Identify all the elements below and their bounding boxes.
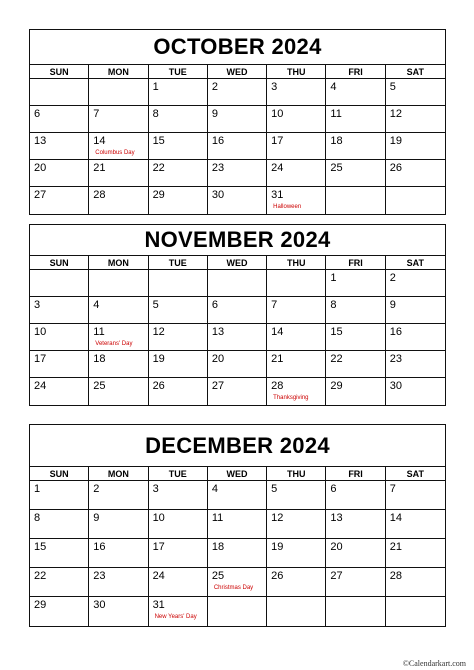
day-number: 18 [93,353,106,365]
day-number: 5 [271,483,278,495]
day-cell [149,297,208,324]
day-cell [267,539,326,568]
day-cell [30,133,89,160]
day-number: 22 [330,353,343,365]
day-cell [30,378,89,405]
day-number: 10 [271,108,284,120]
day-number: 25 [330,162,343,174]
day-number: 2 [389,272,396,284]
day-cell [89,324,148,351]
weekday-header: MON [89,256,148,270]
day-number: 18 [330,135,343,147]
weekday-header: SUN [30,65,89,79]
holiday-label: Halloween [273,204,302,210]
weekday-header: SAT [386,256,445,270]
day-cell [267,597,326,626]
day-cell [208,133,267,160]
day-cell [386,187,445,214]
day-number: 9 [389,299,396,311]
day-number: 1 [330,272,337,284]
day-cell [30,510,89,539]
holiday-label: New Years' Day [154,614,197,620]
day-cell [326,568,385,597]
holiday-label: Veterans' Day [95,341,133,347]
day-cell [386,481,445,510]
day-number: 11 [93,326,105,338]
day-number: 13 [330,512,343,524]
day-number: 4 [330,81,337,93]
day-number: 29 [330,380,343,392]
day-number: 23 [389,353,402,365]
day-cell [149,597,208,626]
day-cell [386,539,445,568]
day-cell [208,106,267,133]
day-number: 21 [271,353,284,365]
month-title: DECEMBER 2024 [30,425,445,467]
day-cell [386,297,445,324]
day-number: 23 [93,570,106,582]
day-cell [149,270,208,297]
day-number: 6 [34,108,41,120]
day-cell [326,133,385,160]
day-cell [386,106,445,133]
day-number: 16 [211,135,225,147]
day-cell [208,597,267,626]
day-number: 14 [93,135,106,147]
day-number: 31 [152,599,165,611]
day-cell [89,160,148,187]
month-grid [30,256,445,405]
day-cell [208,160,267,187]
day-cell [208,79,267,106]
day-number: 2 [93,483,100,495]
day-cell [386,597,445,626]
day-number: 19 [271,541,284,553]
day-cell [208,297,267,324]
weekday-header: FRI [326,65,385,79]
day-cell [30,539,89,568]
day-cell [89,378,148,405]
day-cell [149,481,208,510]
day-cell [326,481,385,510]
weekday-header: TUE [149,467,208,481]
day-number: 15 [330,326,343,338]
day-number: 24 [271,162,284,174]
day-cell [149,351,208,378]
day-cell [208,324,267,351]
day-number: 16 [389,326,402,338]
day-number: 3 [34,299,41,311]
day-number: 2 [211,81,218,93]
day-cell [30,106,89,133]
day-cell [386,270,445,297]
day-number: 26 [152,380,165,392]
day-cell [208,481,267,510]
day-number: 1 [152,81,159,93]
footer-credit: ©Calendarkart.com [402,659,466,668]
day-number: 30 [211,189,225,201]
day-cell [89,79,148,106]
day-number: 29 [34,599,47,611]
weekday-header: TUE [149,256,208,270]
day-number: 4 [211,483,218,495]
weekday-header: SAT [386,467,445,481]
day-cell [89,597,148,626]
day-number: 12 [271,512,284,524]
day-number: 21 [93,162,106,174]
day-cell [149,106,208,133]
day-cell [30,481,89,510]
day-number: 24 [34,380,47,392]
day-cell [208,187,267,214]
day-cell [386,378,445,405]
day-number: 3 [152,483,159,495]
day-number: 17 [34,353,47,365]
day-cell [326,297,385,324]
day-number: 10 [152,512,165,524]
holiday-label: Christmas Day [213,585,254,591]
day-cell [89,510,148,539]
holiday-label: Thanksgiving [273,395,309,401]
day-cell [30,270,89,297]
weekday-header: FRI [326,467,385,481]
day-number: 28 [93,189,106,201]
day-cell [149,324,208,351]
day-number: 4 [93,299,100,311]
calendar-november [29,224,446,406]
day-cell [326,510,385,539]
day-cell [149,160,208,187]
day-number: 24 [152,570,165,582]
day-cell [30,351,89,378]
day-cell [386,324,445,351]
day-cell [326,106,385,133]
day-cell [149,378,208,405]
day-cell [267,79,326,106]
day-cell [267,160,326,187]
day-cell [326,160,385,187]
day-number: 1 [34,483,41,495]
day-number: 20 [330,541,343,553]
weekday-header: FRI [326,256,385,270]
holiday-label: Columbus Day [95,150,135,156]
day-cell [208,351,267,378]
weekday-header: THU [267,256,326,270]
day-cell [208,510,267,539]
day-cell [208,378,267,405]
day-number: 12 [152,326,165,338]
day-number: 14 [271,326,284,338]
month-grid [30,65,445,214]
day-cell [208,568,267,597]
day-cell [326,270,385,297]
day-cell [386,351,445,378]
day-number: 13 [211,326,225,338]
day-cell [89,106,148,133]
day-number: 10 [34,326,47,338]
day-number: 21 [389,541,402,553]
weekday-header: TUE [149,65,208,79]
day-cell [267,481,326,510]
day-number: 11 [211,512,224,524]
day-cell [326,351,385,378]
day-cell [89,568,148,597]
day-number: 19 [389,135,402,147]
day-cell [89,481,148,510]
day-cell [89,539,148,568]
weekday-header: SAT [386,65,445,79]
day-number: 20 [211,353,225,365]
day-cell [267,187,326,214]
day-number: 11 [330,108,342,120]
day-cell [326,324,385,351]
day-cell [89,297,148,324]
day-cell [149,187,208,214]
month-grid [30,467,445,626]
day-cell [267,510,326,539]
day-number: 30 [93,599,106,611]
day-cell [386,510,445,539]
day-cell [89,133,148,160]
weekday-header: MON [89,467,148,481]
weekday-header: THU [267,65,326,79]
day-number: 27 [211,380,225,392]
day-number: 13 [34,135,47,147]
day-number: 26 [389,162,402,174]
day-number: 7 [93,108,100,120]
day-cell [208,539,267,568]
day-cell [30,297,89,324]
month-title: NOVEMBER 2024 [30,225,445,256]
day-cell [267,378,326,405]
calendar-october [29,29,446,215]
weekday-header: WED [208,467,267,481]
day-cell [208,270,267,297]
weekday-header: SUN [30,256,89,270]
day-cell [149,510,208,539]
day-number: 9 [211,108,218,120]
weekday-header: MON [89,65,148,79]
month-title: OCTOBER 2024 [30,30,445,65]
day-cell [326,597,385,626]
day-number: 20 [34,162,47,174]
day-cell [30,187,89,214]
day-cell [30,324,89,351]
day-cell [149,539,208,568]
day-cell [267,351,326,378]
day-number: 18 [211,541,225,553]
weekday-header: WED [208,256,267,270]
day-number: 5 [152,299,159,311]
day-number: 22 [152,162,165,174]
day-number: 30 [389,380,402,392]
day-number: 28 [271,380,284,392]
day-number: 6 [330,483,337,495]
day-number: 31 [271,189,284,201]
day-cell [326,378,385,405]
calendar-december [29,424,446,627]
day-cell [326,79,385,106]
day-cell [89,351,148,378]
weekday-header: SUN [30,467,89,481]
day-number: 8 [330,299,337,311]
day-number: 26 [271,570,284,582]
day-cell [267,133,326,160]
day-number: 23 [211,162,225,174]
day-cell [326,187,385,214]
day-cell [89,270,148,297]
day-number: 3 [271,81,278,93]
day-cell [30,597,89,626]
day-number: 7 [389,483,396,495]
day-cell [386,79,445,106]
day-number: 25 [211,570,225,582]
day-number: 14 [389,512,402,524]
day-cell [30,160,89,187]
day-number: 12 [389,108,402,120]
day-number: 19 [152,353,165,365]
day-cell [89,187,148,214]
weekday-header: WED [208,65,267,79]
day-number: 28 [389,570,402,582]
day-cell [386,568,445,597]
day-cell [267,297,326,324]
day-number: 15 [34,541,47,553]
day-cell [149,568,208,597]
day-number: 29 [152,189,165,201]
day-cell [30,568,89,597]
day-number: 5 [389,81,396,93]
day-cell [386,133,445,160]
day-cell [149,79,208,106]
weekday-header: THU [267,467,326,481]
day-cell [267,270,326,297]
day-cell [267,568,326,597]
day-number: 16 [93,541,106,553]
day-number: 17 [152,541,165,553]
day-number: 27 [330,570,343,582]
day-number: 25 [93,380,106,392]
day-cell [386,160,445,187]
day-cell [267,324,326,351]
day-number: 9 [93,512,100,524]
day-number: 6 [211,299,218,311]
day-cell [30,79,89,106]
day-number: 7 [271,299,278,311]
day-number: 17 [271,135,284,147]
day-number: 8 [34,512,41,524]
day-cell [267,106,326,133]
day-number: 15 [152,135,165,147]
day-cell [149,133,208,160]
day-number: 27 [34,189,47,201]
day-cell [326,539,385,568]
day-number: 8 [152,108,159,120]
day-number: 22 [34,570,47,582]
